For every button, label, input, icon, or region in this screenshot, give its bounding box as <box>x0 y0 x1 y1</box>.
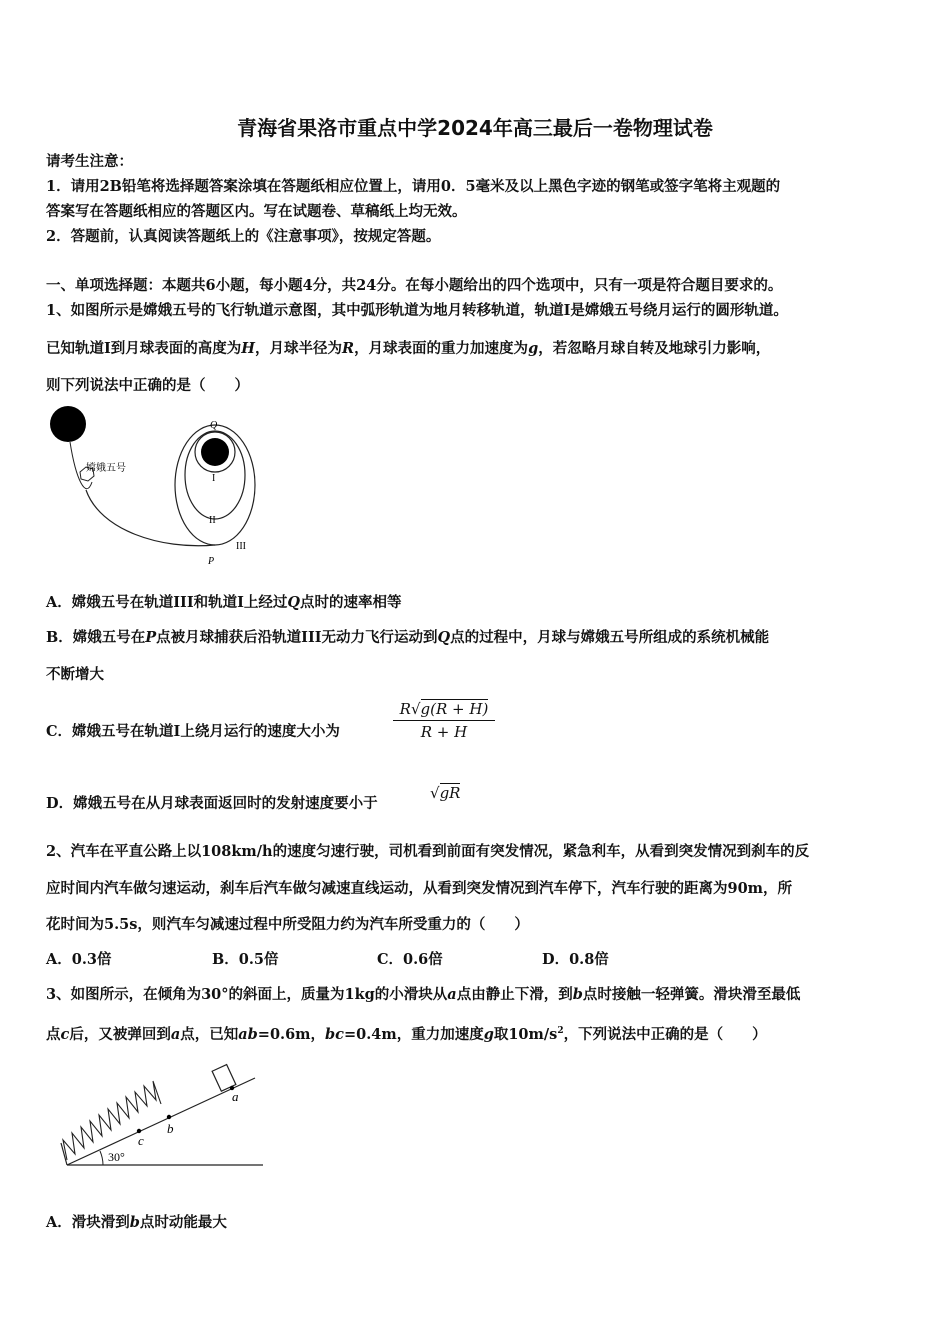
q3-option-A <box>46 1213 227 1233</box>
notice-item-1-line-2: 答案写在答题纸相应的答题区内。写在试题卷、草稿纸上均无效。 <box>46 203 467 220</box>
angle-arc <box>100 1151 103 1165</box>
q3-text: 点 <box>46 1025 61 1043</box>
label-c: c <box>138 1133 144 1148</box>
q1-optA-text: A．嫦娥五号在轨道III和轨道I上经过 <box>46 594 288 611</box>
label-III: III <box>236 541 246 552</box>
q3-segment-ab: ab <box>238 1025 258 1043</box>
angle-label: 30° <box>108 1150 125 1164</box>
label-b: b <box>167 1121 174 1136</box>
q1-optB-text: 点被月球捕获后沿轨道III无动力飞行运动到 <box>156 629 438 646</box>
q3-text: 点，已知 <box>180 1025 239 1043</box>
q1-var-H: H <box>241 340 255 357</box>
incline-line <box>67 1078 255 1165</box>
q3-line-1 <box>46 985 800 1005</box>
q3-optA-point-b: b <box>129 1214 140 1231</box>
q3-text: 后，又被弹回到 <box>69 1025 171 1043</box>
label-II: II <box>209 515 216 526</box>
notice-heading: 请考生注意： <box>46 153 133 170</box>
label-a: a <box>232 1089 239 1104</box>
probe-label: 嫦娥五号 <box>86 463 126 474</box>
formula-R: R <box>399 700 411 718</box>
label-I: I <box>212 473 216 484</box>
moon-icon <box>201 438 229 466</box>
q1-option-D: D．嫦娥五号在从月球表面返回时的发射速度要小于 <box>46 795 378 812</box>
q3-line-2 <box>46 1021 767 1045</box>
sqrt-symbol: √ <box>430 784 440 802</box>
label-Q: Q <box>210 420 218 431</box>
q1-text: 已知轨道I到月球表面的高度为 <box>46 340 242 357</box>
q3-text: 点由静止下滑，到 <box>456 986 573 1003</box>
q1-optA-Q: Q <box>287 594 301 611</box>
q3-optA-text: A．滑块滑到 <box>46 1214 130 1231</box>
q3-text: =0.4m，重力加速度 <box>343 1025 484 1043</box>
formula-numerator <box>393 700 495 721</box>
q3-superscript: 2 <box>557 1026 564 1036</box>
q3-point-a: a <box>447 986 457 1003</box>
q3-point-c: c <box>60 1025 70 1043</box>
q2-option-A: A．0.3倍 <box>46 951 112 968</box>
q1-option-B-line-2: 不断增大 <box>46 666 104 683</box>
q2-option-B: B．0.5倍 <box>212 951 279 968</box>
q2-option-C: C．0.6倍 <box>377 951 443 968</box>
q1-line-3: 则下列说法中正确的是（ ） <box>46 377 249 394</box>
q3-var-g: g <box>483 1025 494 1043</box>
earth-icon <box>50 406 86 442</box>
formula-radicand: g(R + H) <box>420 700 489 718</box>
q1-var-g: g <box>528 340 539 357</box>
q3-segment-bc: bc <box>325 1025 344 1043</box>
orbit-diagram <box>40 400 270 575</box>
q3-text: 取10m/s <box>493 1025 558 1043</box>
formula-denominator: R + H <box>420 723 468 741</box>
q1-option-D-formula <box>430 784 460 802</box>
q1-text: ，若忽略月球自转及地球引力影响， <box>538 340 771 357</box>
q3-text: 3、如图所示，在倾角为30°的斜面上，质量为1kg的小滑块从 <box>46 986 448 1003</box>
notice-item-1-line-1: 1．请用2B铅笔将选择题答案涂填在答题纸相应位置上，请用0．5毫米及以上黑色字迹的钢笔或签字笔将主观题的 <box>46 178 781 195</box>
page-title: 青海省果洛市重点中学2024年高三最后一卷物理试卷 <box>237 116 713 140</box>
q3-text: =0.6m， <box>257 1025 326 1043</box>
q1-option-C: C．嫦娥五号在轨道I上绕月运行的速度大小为 <box>46 723 340 740</box>
q1-line-2 <box>46 339 770 359</box>
sqrt-symbol: √ <box>410 700 421 718</box>
q1-text: ，月球半径为 <box>255 340 342 357</box>
q1-var-R: R <box>342 340 355 357</box>
q1-optB-text: B．嫦娥五号在 <box>46 629 146 646</box>
point-b-dot <box>167 1115 171 1119</box>
q3-text: 点时接触一轻弹簧。滑块滑至最低 <box>582 986 801 1003</box>
q1-text: ，月球表面的重力加速度为 <box>354 340 529 357</box>
q2-line-2: 应时间内汽车做匀速运动，刹车后汽车做匀减速直线运动，从看到突发情况到汽车停下，汽车行驶的距离为90m，所 <box>46 880 793 897</box>
q1-optB-P: P <box>145 629 157 646</box>
q1-option-A <box>46 593 402 613</box>
q3-text: ，下列说法中正确的是（ ） <box>563 1025 767 1043</box>
q2-option-D: D．0.8倍 <box>542 951 609 968</box>
q1-optA-text: 点时的速率相等 <box>300 594 402 611</box>
q1-line-1: 1、如图所示是嫦娥五号的飞行轨道示意图，其中弧形轨道为地月转移轨道，轨道I是嫦娥五号绕月运行的圆形轨道。 <box>46 302 788 319</box>
q2-line-1: 2、汽车在平直公路上以108km/h的速度匀速行驶，司机看到前面有突发情况，紧急利车，从看到突发情况到刹车的反 <box>46 843 810 860</box>
notice-item-2: 2．答题前，认真阅读答题纸上的《注意事项》，按规定答题。 <box>46 228 441 245</box>
q3-point-b: b <box>572 986 583 1003</box>
q1-option-B <box>46 628 769 648</box>
q1-optB-text: 点的过程中，月球与嫦娥五号所组成的系统机械能 <box>450 629 770 646</box>
section-heading: 一、单项选择题：本题共6小题，每小题4分，共24分。在每小题给出的四个选项中，只有一项是符合题目要求的。 <box>46 277 783 294</box>
label-P: P <box>208 556 215 567</box>
q2-line-3: 花时间为5.5s，则汽车匀减速过程中所受阻力约为汽车所受重力的（ ） <box>46 916 529 933</box>
incline-diagram <box>55 1048 270 1173</box>
q3-point-a: a <box>170 1025 181 1043</box>
spring-icon <box>63 1081 161 1160</box>
q3-optA-text: 点时动能最大 <box>139 1214 227 1231</box>
q1-option-C-formula <box>393 700 495 741</box>
q1-optB-Q: Q <box>437 629 451 646</box>
formula-radicand: gR <box>439 784 461 802</box>
